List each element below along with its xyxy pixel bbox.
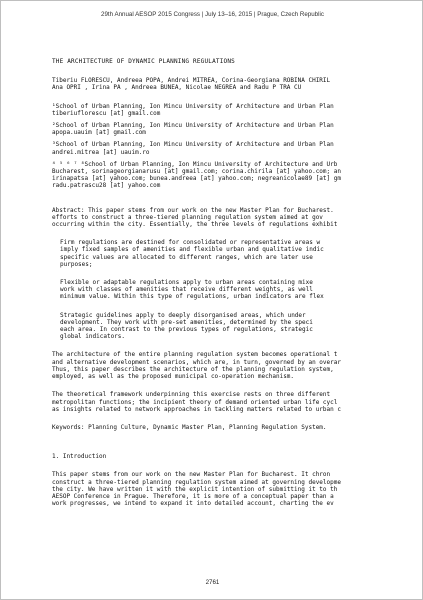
bullet-line: global indicators. [60,333,126,341]
bullet-line: specific values are allocated to different ranges, which are later use [60,253,313,261]
affiliation-line: ¹School of Urban Planning, Ion Mincu University of Architecture and Urban Plan [52,102,334,110]
paragraph-line: and alternative development scenarios, which are, in turn, governed by an overar [52,358,341,366]
paragraph-line: The architecture of the entire planning regulation system becomes operational t [52,351,338,359]
intro-paragraph [52,471,422,507]
abstract [52,207,422,229]
bullet-item [52,279,422,301]
page-number: 2761 [205,579,220,586]
paper-body [52,58,422,512]
author-line: Ana OPRI , Irina PA , Andreea BUNEA, Nicolae NEGREA and Radu P TRA CU [52,84,302,92]
paragraph-line: The theoretical framework underpinning this exercise rests on three different [52,391,331,399]
body-paragraph [52,391,422,413]
affiliation-line: ²School of Urban Planning, Ion Mincu University of Architecture and Urban Plan [52,122,334,130]
abstract-line: efforts to construct a three-tiered planning regulation system aimed at gov [52,213,323,221]
abstract-line: occurring within the city. Essentially, the three levels of regulations exhibit [52,221,338,229]
affiliation-email: andrei.mitrea [at] uauim.ro [52,148,150,156]
affiliation-email: radu.patrascu28 [at] yahoo.com [52,182,161,190]
keywords: Keywords: Planning Culture, Dynamic Master Plan, Planning Regulation System. [52,423,327,431]
paragraph-line: work progresses, we intend to expand it into detailed account, charting the ev [52,500,334,508]
author-line: Tiberiu FLORESCU, Andreea POPA, Andrei MITREA, Corina-Georgiana ROBINA CHIRIL [52,77,331,85]
bullet-line: minimum value. Within this type of regulations, urban indicators are flex [60,293,324,301]
affiliation-email: apopa.uauim [at] gmail.com [52,129,146,137]
bullet-item [52,312,422,341]
abstract-line: Abstract: This paper stems from our work on the new Master Plan for Bucharest. [52,206,334,214]
affiliation-line: Bucharest, sorinageorgianarusu [at] gmail.com; corina.chirila [at] yahoo.com; an [52,168,341,176]
affiliation [52,161,422,190]
body-paragraph [52,351,422,380]
bullet-line: each area. In contrast to the previous types of regulations, strategic [60,326,313,334]
bullet-line: Firm regulations are destined for consolidated or representative areas w [60,239,321,247]
paragraph-line: This paper stems from our work on the new Master Plan for Bucharest. It chron [52,471,331,479]
bullet-item [52,239,422,268]
affiliation [52,103,422,117]
paragraph-line: AESOP Conference in Prague. Therefore, it is more of a conceptual paper than a [52,492,334,500]
bullet-line: work with classes of amenities that receive different weights, as well [60,286,313,294]
paragraph-line: employed, as well as the proposed municipal co-operation mechanism. [52,373,295,381]
paragraph-line: construct a three-tiered planning regulation system aimed at governing developme [52,478,341,486]
author-list [52,77,422,91]
section-heading: 1. Introduction [52,453,107,461]
bullet-line: purposes; [60,260,93,268]
paragraph-line: the city. We have written it with the explicit intention of submitting it to th [52,485,338,493]
paper-title: THE ARCHITECTURE OF DYNAMIC PLANNING REGULATIONS [52,58,235,65]
bullet-line: imply fixed samples of amenities and flexible urban and qualitative indic [60,246,324,254]
paragraph-line: metropolitan functions; the incipient theory of demand oriented urban life cycl [52,398,338,406]
bullet-line: Flexible or adaptable regulations apply to urban areas containing mixe [60,279,313,287]
bullet-line: Strategic guidelines apply to deeply disorganised areas, which under [60,311,306,319]
affiliation-line: ⁴ ⁵ ⁶ ⁷ ⁸School of Urban Planning, Ion Mincu University of Architecture and Urb [52,160,338,168]
paragraph-line: as insights related to network approaches in tackling matters related to urban c [52,405,341,413]
bullet-line: development. They work with pre-set amenities, determined by the speci [60,318,313,326]
affiliation-line: ³School of Urban Planning, Ion Mincu University of Architecture and Urban Plan [52,141,334,149]
paragraph-line: Thus, this paper describes the architecture of the planning regulation system, [52,365,334,373]
affiliation-line: irinapatsa [at] yahoo.com; bunea.andreea [at] yahoo.com; negreanicolae89 [at] gm [52,175,341,183]
running-header: 29th Annual AESOP 2015 Congress | July 13–16, 2015 | Prague, Czech Republic [101,11,324,18]
affiliation [52,141,422,155]
affiliation [52,122,422,136]
affiliation-email: tiberiuflorescu [at] gmail.com [52,109,161,117]
